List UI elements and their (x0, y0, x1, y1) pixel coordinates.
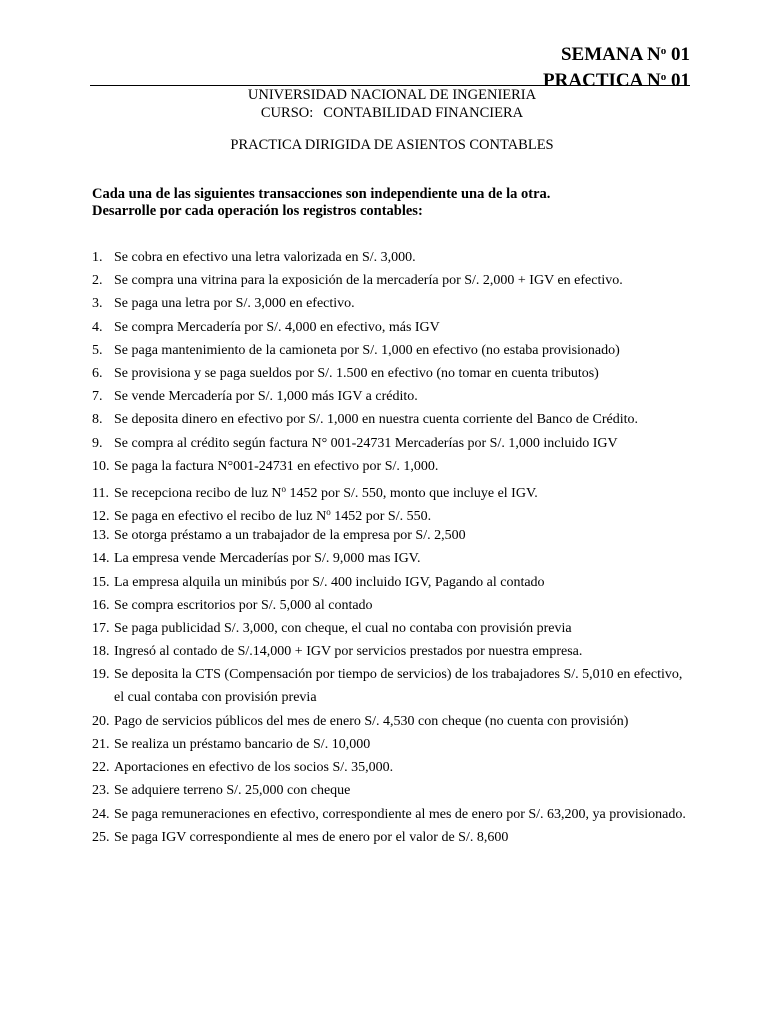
item-text: Se realiza un préstamo bancario de S/. 10,000 (114, 736, 371, 752)
item-number: 21. (92, 736, 110, 752)
item-number: 6. (92, 365, 103, 381)
item-text-part: Se paga en efectivo el recibo de luz N (114, 509, 327, 525)
university-name: UNIVERSIDAD NACIONAL DE INGENIERIA (247, 87, 537, 103)
instructions-line-1: Cada una de las siguientes transacciones son independiente una de la otra. (92, 186, 551, 202)
item-text-part: Se recepciona recibo de luz N (114, 485, 282, 501)
item-text: Se paga la factura N°001-24731 en efectivo por S/. 1,000. (114, 458, 439, 474)
item-text: La empresa alquila un minibús por S/. 400 incluido IGV, Pagando al contado (114, 574, 545, 590)
item-text: La empresa vende Mercaderías por S/. 9,000 mas IGV. (114, 551, 421, 567)
item-text: Se deposita dinero en efectivo por S/. 1,000 en nuestra cuenta corriente del Banco de Crédito. (114, 412, 639, 428)
week-label: SEMANA N (560, 44, 661, 65)
course-label: CURSO: (260, 105, 314, 121)
list-item (92, 388, 686, 411)
institution-block (0, 86, 768, 122)
list-item (92, 643, 686, 666)
list-item (92, 713, 686, 736)
list-item (92, 666, 686, 712)
item-number: 20. (92, 713, 110, 729)
course-name: CONTABILIDAD FINANCIERA (323, 105, 524, 121)
item-text (114, 509, 431, 524)
item-number: 22. (92, 760, 110, 776)
list-item (92, 342, 686, 365)
week-value: 01 (666, 44, 690, 65)
item-number: 17. (92, 621, 110, 636)
transactions-list (92, 249, 686, 852)
list-item (92, 411, 686, 434)
item-text: Se compra escritorios por S/. 5,000 al contado (114, 597, 373, 613)
item-number: 4. (92, 319, 103, 335)
list-item (92, 597, 686, 620)
list-item (92, 504, 686, 527)
list-item (92, 249, 686, 272)
instructions-line-2: Desarrolle por cada operación los registros contables: (92, 203, 423, 219)
item-text: Se paga publicidad S/. 3,000, con cheque, el cual no contaba con provisión previa (114, 621, 572, 636)
item-number: 5. (92, 342, 103, 358)
item-number: 16. (92, 597, 110, 613)
item-text: Se adquiere terreno S/. 25,000 con cheque (114, 783, 351, 799)
list-item (92, 759, 686, 782)
item-number: 9. (92, 435, 103, 451)
list-item (92, 435, 686, 458)
item-text (114, 483, 538, 501)
item-text: Se deposita la CTS (Compensación por tiempo de servicios) de los trabajadores S/. 5,010 en efectivo, (114, 667, 683, 683)
item-text: Se compra una vitrina para la exposición de la mercadería por S/. 2,000 + IGV en efectivo. (114, 273, 623, 289)
item-ordinal: o (326, 507, 331, 518)
item-text-part: 1452 por S/. 550. (330, 509, 432, 525)
list-item (92, 550, 686, 573)
item-number: 25. (92, 829, 110, 845)
item-number: 1. (92, 250, 103, 265)
item-text: Se compra al crédito según factura N° 001-24731 Mercaderías por S/. 1,000 incluido IGV (114, 435, 618, 451)
item-text-continuation: el cual contaba con provisión previa (114, 690, 317, 706)
list-item (92, 736, 686, 759)
practice-label: PRACTICA N (543, 70, 661, 91)
item-number: 24. (92, 806, 110, 822)
item-text: Se paga una letra por S/. 3,000 en efectivo. (114, 296, 355, 312)
item-text: Se provisiona y se paga sueldos por S/. 1.500 en efectivo (no tomar en cuenta tributos) (114, 365, 599, 381)
practice-value: 01 (666, 70, 690, 91)
list-item (92, 829, 686, 852)
item-text: Se paga IGV correspondiente al mes de enero por el valor de S/. 8,600 (114, 829, 509, 845)
item-text: Se vende Mercadería por S/. 1,000 más IGV a crédito. (114, 389, 418, 405)
item-text: Aportaciones en efectivo de los socios S/. 35,000. (114, 760, 394, 776)
item-number: 18. (92, 644, 110, 660)
item-number: 3. (92, 296, 103, 312)
item-number: 11. (92, 485, 109, 501)
item-number: 13. (92, 528, 110, 544)
course-line (0, 104, 768, 122)
list-item (92, 620, 686, 643)
item-ordinal: o (281, 483, 287, 494)
list-item (92, 272, 686, 295)
item-number: 15. (92, 574, 110, 590)
item-number: 8. (92, 412, 103, 428)
practice-title: PRACTICA DIRIGIDA DE ASIENTOS CONTABLES (230, 137, 554, 153)
list-item (92, 319, 686, 342)
list-item (92, 527, 686, 550)
week-ordinal: o (660, 45, 667, 57)
practice-ordinal: o (660, 71, 667, 83)
item-text: Se compra Mercadería por S/. 4,000 en efectivo, más IGV (114, 319, 440, 335)
week-number (543, 40, 690, 66)
item-number: 10. (92, 458, 110, 474)
item-text: Ingresó al contado de S/.14,000 + IGV por servicios prestados por nuestra empresa. (114, 644, 583, 660)
list-item (92, 782, 686, 805)
item-number: 14. (92, 551, 110, 567)
item-number: 23. (92, 783, 110, 799)
item-number: 19. (92, 667, 110, 683)
list-item (92, 806, 686, 829)
item-text: Se otorga préstamo a un trabajador de la empresa por S/. 2,500 (114, 528, 466, 544)
list-item (92, 481, 686, 504)
item-text-part: 1452 por S/. 550, monto que incluye el IGV. (286, 485, 538, 501)
item-number: 7. (92, 389, 103, 405)
item-number: 12. (92, 509, 110, 525)
item-number: 2. (92, 273, 103, 289)
instructions (92, 186, 550, 220)
list-item (92, 295, 686, 318)
list-item (92, 365, 686, 388)
list-item (92, 574, 686, 597)
item-text: Pago de servicios públicos del mes de enero S/. 4,530 con cheque (no cuenta con provisión) (114, 713, 629, 729)
item-text: Se paga mantenimiento de la camioneta por S/. 1,000 en efectivo (no estaba provisionado) (114, 342, 620, 358)
item-text: Se paga remuneraciones en efectivo, correspondiente al mes de enero por S/. 63,200, ya provisionado. (114, 806, 686, 822)
item-text: Se cobra en efectivo una letra valorizada en S/. 3,000. (114, 250, 416, 265)
list-item (92, 458, 686, 481)
